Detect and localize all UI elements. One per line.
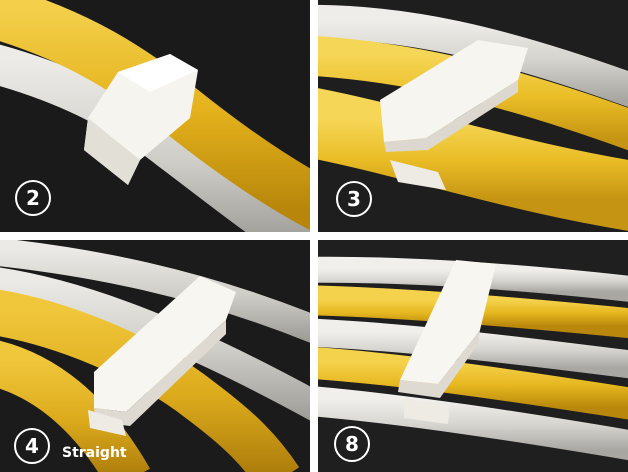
step-number-badge: 8 xyxy=(334,426,370,462)
photo-panel-step-4 xyxy=(0,240,310,472)
photo-panel-step-2 xyxy=(0,0,310,232)
photo-panel-step-8 xyxy=(318,240,628,472)
step-number-badge: 4 xyxy=(14,428,50,464)
step-number-badge: 2 xyxy=(15,180,51,216)
photo-panel-step-3 xyxy=(318,0,628,232)
step-number-badge: 3 xyxy=(336,181,372,217)
straight-caption: Straight xyxy=(62,445,127,461)
